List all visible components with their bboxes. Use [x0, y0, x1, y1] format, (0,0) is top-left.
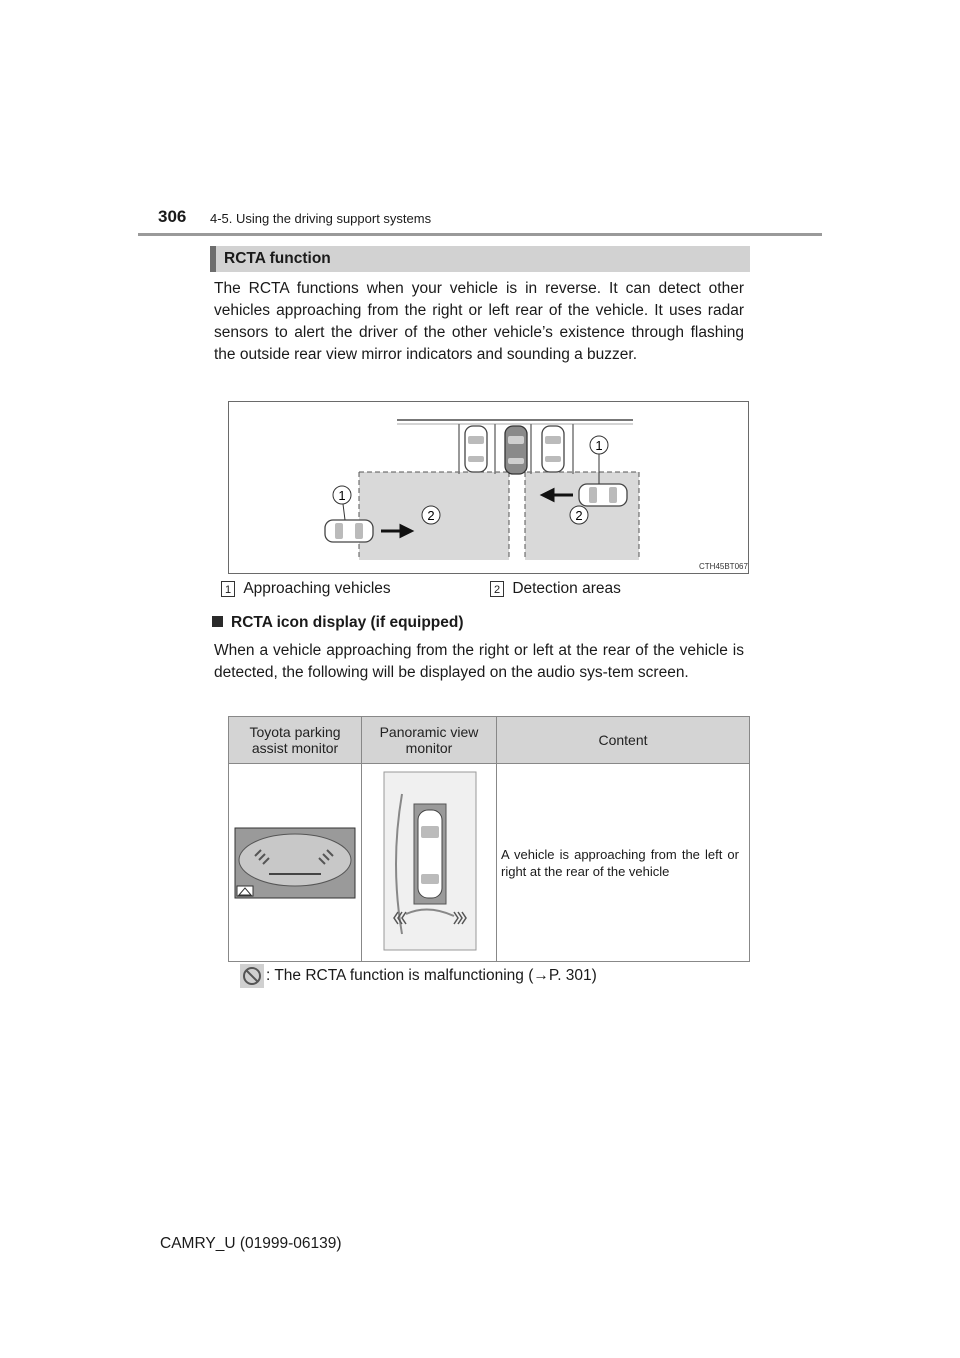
- section-title: 4-5. Using the driving support systems: [210, 211, 432, 226]
- panoramic-view-screen: [362, 764, 494, 956]
- legend-item-2: [490, 580, 621, 598]
- figure-code: CTH45BT067: [699, 562, 748, 571]
- own-vehicle: [505, 426, 527, 474]
- legend-number: 1: [221, 581, 235, 597]
- parking-assist-monitor-image: [229, 764, 362, 962]
- prohibited-icon: [240, 964, 264, 988]
- table-header: Content: [497, 717, 750, 764]
- callout-2-left: 2: [427, 508, 435, 523]
- malfunction-note-text: : The RCTA function is malfunctioning (→P. 301): [266, 967, 597, 985]
- document-code: CAMRY_U (01999-06139): [160, 1235, 342, 1252]
- callout-2-right: 2: [575, 508, 583, 523]
- parking-lot-illustration: [229, 402, 748, 573]
- panoramic-view-monitor-image: [362, 764, 497, 962]
- malfunction-note: [240, 964, 597, 988]
- approaching-car-right: [579, 484, 627, 506]
- parked-car-3: [542, 426, 564, 472]
- table-header: Panoramic view monitor: [362, 717, 497, 764]
- square-bullet-icon: [212, 616, 223, 627]
- legend-item-1: [221, 580, 391, 598]
- section-heading-text: RCTA function: [224, 250, 331, 267]
- legend-label: Approaching vehicles: [243, 580, 391, 597]
- legend-label: Detection areas: [512, 580, 621, 597]
- parked-car-1: [465, 426, 487, 472]
- table-content-text: A vehicle is approaching from the left or right at the rear of the vehicle: [501, 846, 739, 879]
- approaching-car-left: [325, 520, 373, 542]
- callout-1-left: 1: [338, 488, 346, 503]
- callout-1-right: 1: [595, 438, 603, 453]
- table-row: [229, 764, 750, 962]
- subsection-title: RCTA icon display (if equipped): [212, 614, 464, 632]
- subsection-paragraph: When a vehicle approaching from the right or left at the rear of the vehicle is detected, the following will be displayed on the audio sys-tem screen.: [214, 642, 744, 681]
- page-number: 306: [158, 207, 187, 226]
- intro-paragraph: The RCTA functions when your vehicle is in reverse. It can detect other vehicles approaching from the right or left rear of the vehicle. It uses radar sensors to alert the driver of the other vehicle’s existence through flashing the outside rear view mirror indicators and sounding a buzzer.: [214, 280, 744, 363]
- parking-assist-screen: [229, 764, 357, 956]
- rcta-icon-table: [228, 716, 750, 962]
- legend-number: 2: [490, 581, 504, 597]
- rcta-diagram: [228, 401, 749, 574]
- table-header: Toyota parking assist monitor: [229, 717, 362, 764]
- section-heading: [210, 246, 750, 272]
- header-divider: [138, 233, 822, 236]
